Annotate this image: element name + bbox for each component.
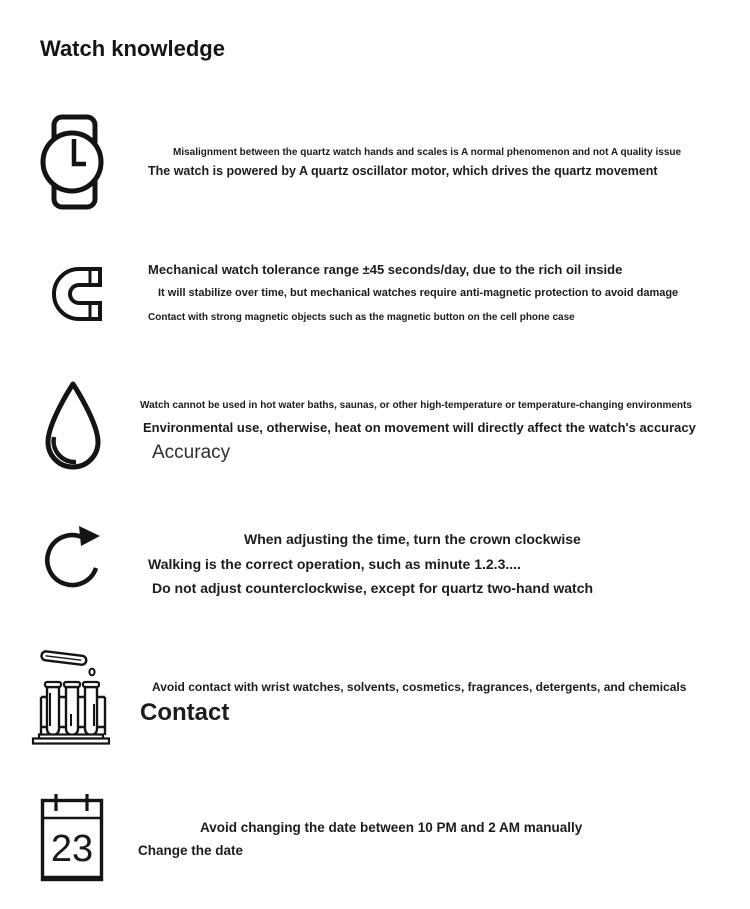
section-3-line-2: Environmental use, otherwise, heat on movement will directly affect the watch's accuracy	[143, 420, 696, 435]
section-4-line-2: Walking is the correct operation, such as minute 1.2.3....	[148, 556, 521, 572]
calendar-icon	[40, 793, 104, 885]
section-4-line-3: Do not adjust counterclockwise, except for quartz two-hand watch	[152, 580, 594, 596]
test-tubes-icon	[29, 647, 111, 745]
water-drop-icon	[41, 380, 105, 475]
section-4-line-1: When adjusting the time, turn the crown clockwise	[244, 531, 581, 547]
section-1-line-1: Misalignment between the quartz watch hands and scales is A normal phenomenon and not A quality issue	[173, 147, 682, 158]
wristwatch-icon	[40, 113, 104, 211]
section-6-line-2: Change the date	[138, 843, 244, 858]
section-2-line-1: Mechanical watch tolerance range ±45 seconds/day, due to the rich oil inside	[148, 262, 623, 277]
section-5-heading: Contact	[140, 699, 230, 726]
section-2-line-2: It will stabilize over time, but mechanical watches require anti-magnetic protection to avoid damage	[158, 287, 679, 299]
clockwise-arrow-icon	[42, 523, 104, 591]
page-title: Watch knowledge	[40, 36, 225, 61]
section-5-line-1: Avoid contact with wrist watches, solvents, cosmetics, fragrances, detergents, and chemicals	[152, 680, 687, 694]
section-3-line-1: Watch cannot be used in hot water baths, saunas, or other high-temperature or temperature-changing environments	[140, 400, 692, 411]
section-3-heading: Accuracy	[152, 442, 231, 463]
magnet-icon	[43, 266, 103, 322]
calendar-day-number: 23	[50, 828, 94, 870]
section-6-line-1: Avoid changing the date between 10 PM and 2 AM manually	[200, 820, 583, 835]
section-2-line-3: Contact with strong magnetic objects such as the magnetic button on the cell phone case	[148, 312, 575, 323]
section-1-line-2: The watch is powered by A quartz oscillator motor, which drives the quartz movement	[148, 164, 658, 178]
